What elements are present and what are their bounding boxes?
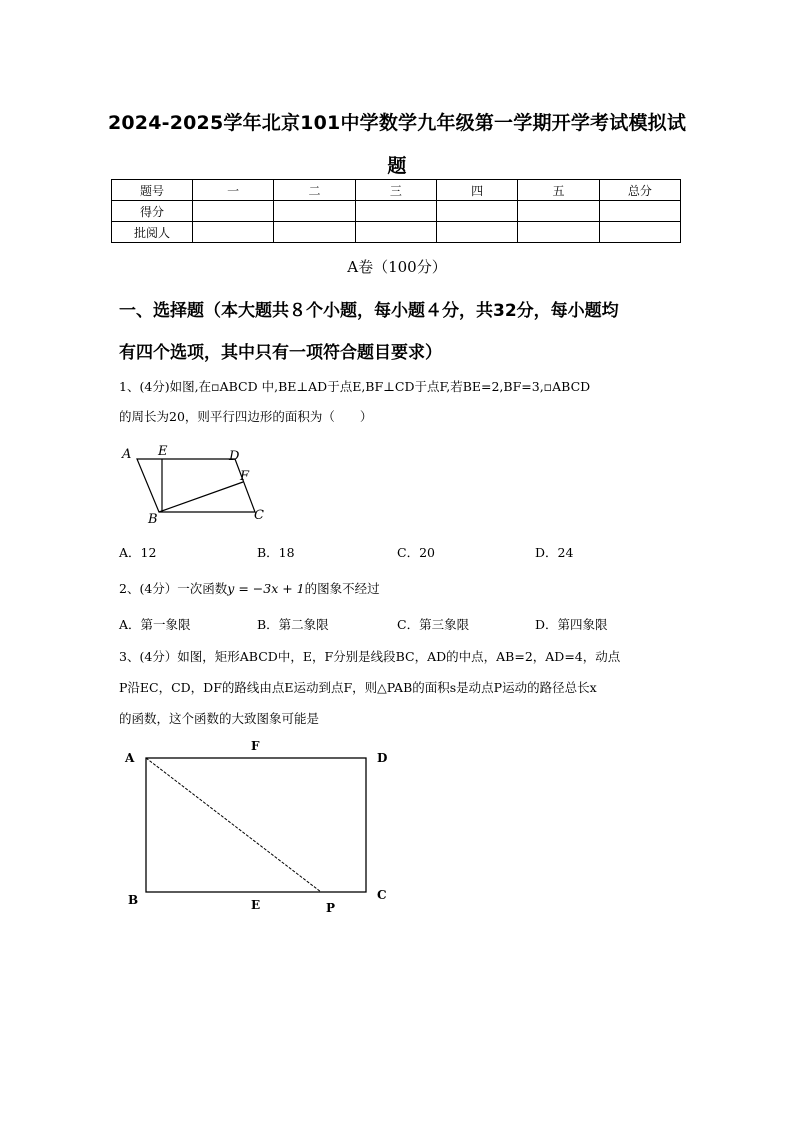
q1-option-a[interactable]: A．12 [119, 545, 157, 560]
q1-label-e: E [158, 444, 168, 459]
table-header-cell: 二 [274, 180, 355, 201]
table-cell: 得分 [112, 201, 193, 222]
table-cell[interactable] [518, 201, 599, 222]
q2-text-suffix: 的图象不经过 [304, 581, 380, 596]
table-cell[interactable] [518, 222, 599, 243]
q3-figure [115, 738, 405, 918]
q3-text-line3: 的函数，这个函数的大致图象可能是 [119, 711, 320, 726]
page-title-line2: 题 [387, 155, 407, 177]
q3-text-line1: 3、(4分）如图，矩形ABCD中，E，F分别是线段BC，AD的中点，AB=2，AD=4，动点 [119, 649, 621, 664]
table-cell[interactable] [193, 222, 274, 243]
table-row [112, 201, 681, 222]
q3-label-p: P [326, 901, 336, 915]
segment-ap [146, 758, 321, 892]
q1-option-c[interactable]: C．20 [397, 545, 435, 560]
q1-label-d: D [229, 449, 240, 464]
table-cell[interactable] [436, 222, 517, 243]
table-cell[interactable] [193, 201, 274, 222]
q2-text [119, 579, 380, 597]
q1-parallelogram [137, 459, 255, 512]
q1-option-b[interactable]: B．18 [257, 545, 295, 560]
table-cell[interactable] [274, 201, 355, 222]
q2-text-prefix: 2、(4分）一次函数 [119, 581, 228, 596]
rectangle-abcd [146, 758, 366, 892]
table-cell[interactable] [355, 222, 436, 243]
q2-option-b[interactable]: B．第二象限 [257, 617, 329, 632]
table-cell[interactable] [599, 201, 680, 222]
table-header-cell: 一 [193, 180, 274, 201]
q2-option-c[interactable]: C．第三象限 [397, 617, 470, 632]
part1-heading-line2: 有四个选项，其中只有一项符合题目要求） [119, 343, 442, 363]
section-a-heading: A卷（100分） [347, 258, 447, 276]
parallelogram-abcd [137, 459, 255, 512]
q1-label-f: F [240, 469, 250, 484]
q3-label-b: B [128, 893, 139, 907]
q1-label-c: C [254, 508, 264, 523]
q3-label-c: C [377, 888, 387, 902]
q3-text-line2: P沿EC，CD，DF的路线由点E运动到点F，则△PAB的面积s是动点P运动的路径总长x [119, 680, 597, 695]
part1-heading-line1: 一、选择题（本大题共８个小题，每小题４分，共32分，每小题均 [119, 301, 619, 321]
q2-option-d[interactable]: D．第四象限 [535, 617, 608, 632]
page-title-line1: 2024-2025学年北京101中学数学九年级第一学期开学考试模拟试 [107, 112, 687, 134]
table-header-cell: 四 [436, 180, 517, 201]
table-header-cell: 总分 [599, 180, 680, 201]
table-cell[interactable] [436, 201, 517, 222]
q1-figure [118, 440, 278, 530]
table-cell[interactable] [599, 222, 680, 243]
q3-label-a: A [125, 751, 135, 765]
q1-option-d[interactable]: D．24 [535, 545, 574, 560]
table-cell: 批阅人 [112, 222, 193, 243]
q2-option-a[interactable]: A．第一象限 [119, 617, 191, 632]
table-header-cell: 题号 [112, 180, 193, 201]
q3-label-f: F [251, 739, 260, 753]
score-table [111, 179, 681, 243]
q1-text-line1: 1、(4分)如图,在▫ABCD 中,BE⊥AD于点E,BF⊥CD于点F,若BE=2,BF=3,▫ABCD [119, 379, 591, 394]
q1-text-line2: 的周长为20，则平行四边形的面积为（ ） [119, 409, 373, 424]
table-header-row [112, 180, 681, 201]
q3-label-e: E [251, 898, 261, 912]
segment-bf [159, 482, 243, 512]
q1-label-b: B [148, 512, 158, 527]
q3-label-d: D [377, 751, 388, 765]
q1-label-a: A [122, 447, 132, 462]
table-row [112, 222, 681, 243]
table-cell[interactable] [355, 201, 436, 222]
table-cell[interactable] [274, 222, 355, 243]
q2-formula: y = −3x + 1 [227, 581, 305, 596]
table-header-cell: 五 [518, 180, 599, 201]
table-header-cell: 三 [355, 180, 436, 201]
